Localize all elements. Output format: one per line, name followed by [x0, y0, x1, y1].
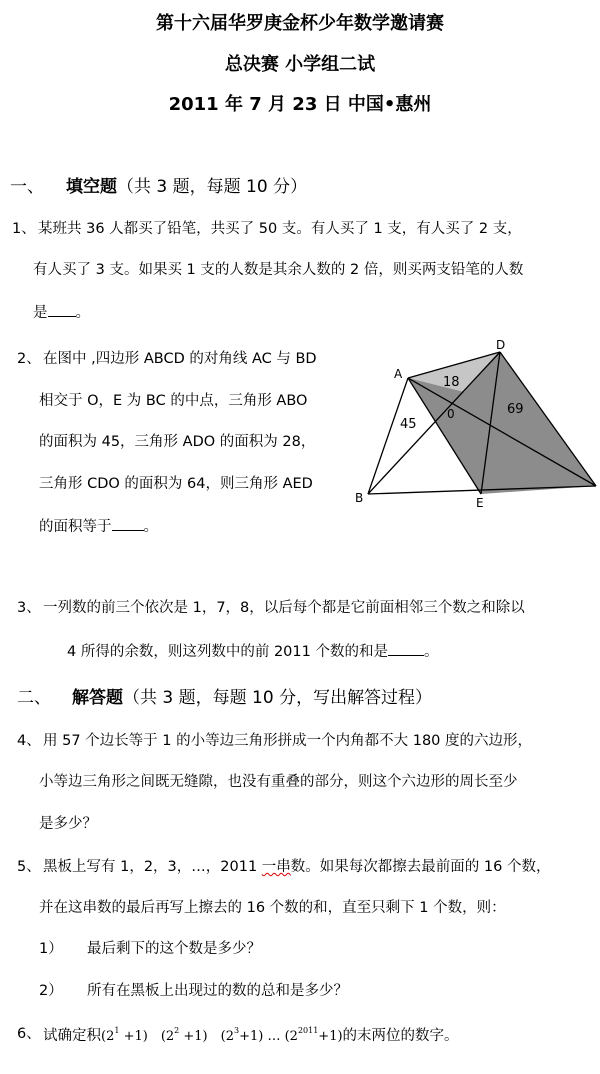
section2-heading [72, 690, 432, 707]
section1-name: 填空题 [66, 177, 117, 197]
q5-number: 5、 [17, 859, 41, 875]
q5-line1-text-a: 黑板上写有 1，2，3，…，2011 [43, 859, 262, 875]
label-b: B [355, 491, 364, 505]
q2-line5 [39, 518, 158, 535]
q1-line1: 某班共 36 人都买了铅笔，共买了 50 支。有人买了 1 支，有人买了 2 支， [38, 221, 522, 237]
q5-line1 [43, 860, 550, 875]
section1-number: 一、 [10, 177, 44, 197]
section1-heading [66, 179, 307, 196]
label-e: E [476, 496, 484, 510]
q6-factor1: $(2^1 +1)$ [101, 1026, 148, 1044]
q4-line1: 用 57 个边长等于 1 的小等边三角形拼成一个内角都不大 180 度的六边形， [43, 733, 533, 749]
q3-line2 [67, 643, 438, 660]
header-date-location: 2011 年 7 月 23 日 中国•惠州 [168, 94, 432, 115]
q6-number: 6、 [17, 1026, 41, 1042]
q4-number: 4、 [17, 733, 41, 749]
q1-line2: 有人买了 3 支。如果买 1 支的人数是其余人数的 2 倍，则买两支铅笔的人数 [33, 262, 524, 278]
q5-line1-text-c: 数。如果每次都擦去最前面的 16 个数， [290, 859, 551, 875]
q1-number: 1、 [12, 221, 36, 237]
section1-note: （共 3 题，每题 10 分） [117, 177, 308, 197]
q5-line2: 并在这串数的最后再写上擦去的 16 个数的和，直至只剩下 1 个数，则： [39, 900, 506, 916]
edge-ab [368, 378, 408, 494]
q1-line3-text: 是 [33, 305, 48, 321]
area-abo-label: 45 [400, 417, 417, 432]
label-o: 0 [447, 407, 455, 421]
q2-line4: 三角形 CDO 的面积为 64，则三角形 AED [39, 476, 313, 492]
q5-line1-underlined: 一串 [261, 859, 291, 875]
q6-ellipsis: … [267, 1029, 281, 1044]
q6-pre: 试确定积 [43, 1028, 101, 1044]
section2-number: 二、 [17, 688, 51, 708]
q6-factor3: $(2^3+1)$ [220, 1026, 264, 1044]
q2-line5-text: 的面积等于 [39, 519, 112, 535]
q3-number: 3、 [17, 600, 41, 616]
section2-name: 解答题 [72, 688, 123, 708]
q3-line2-text: 4 所得的余数，则这列数中的前 2011 个数的和是 [67, 644, 388, 660]
q6-post: 的末两位的数字。 [342, 1028, 459, 1044]
q1-line3 [33, 304, 90, 321]
q3-line2-end: 。 [423, 644, 439, 660]
q2-answer-blank [112, 518, 144, 531]
q2-line5-end: 。 [143, 519, 158, 535]
q2-line1: 在图中 ,四边形 ABCD 的对角线 AC 与 BD [43, 351, 317, 367]
q1-answer-blank [48, 304, 76, 317]
q2-line2: 相交于 O，E 为 BC 的中点，三角形 ABO [39, 393, 308, 409]
q3-line1: 一列数的前三个依次是 1，7，8，以后每个都是它前面相邻三个数之和除以 [43, 600, 525, 616]
section2-note: （共 3 题，每题 10 分，写出解答过程） [123, 688, 433, 708]
label-d: D [496, 338, 506, 352]
area-ado-label: 18 [443, 375, 460, 390]
q2-number: 2、 [17, 351, 41, 367]
q6-factor2: $(2^2 +1)$ [160, 1026, 208, 1044]
q1-line3-end: 。 [75, 305, 90, 321]
q6-line [43, 1027, 459, 1044]
q5-sub1-number: 1） [39, 941, 63, 957]
quadrilateral-figure [350, 335, 600, 515]
area-cdo-label: 69 [507, 402, 524, 417]
q5-sub1: 最后剩下的这个数是多少？ [87, 941, 261, 957]
header-title: 第十六届华罗庚金杯少年数学邀请赛 [156, 13, 444, 34]
q2-line3: 的面积为 45，三角形 ADO 的面积为 28， [39, 434, 316, 450]
q6-factor4: $(2^{2011}+1)$ [284, 1026, 343, 1044]
q3-answer-blank [388, 643, 424, 656]
q4-line2: 小等边三角形之间既无缝隙，也没有重叠的部分，则这个六边形的周长至少 [39, 774, 518, 790]
label-a: A [394, 367, 403, 381]
header-subtitle: 总决赛 小学组二试 [224, 54, 376, 75]
q5-sub2: 所有在黑板上出现过的数的总和是多少？ [87, 983, 348, 999]
q5-sub2-number: 2） [39, 983, 63, 999]
q4-line3: 是多少？ [39, 816, 97, 832]
